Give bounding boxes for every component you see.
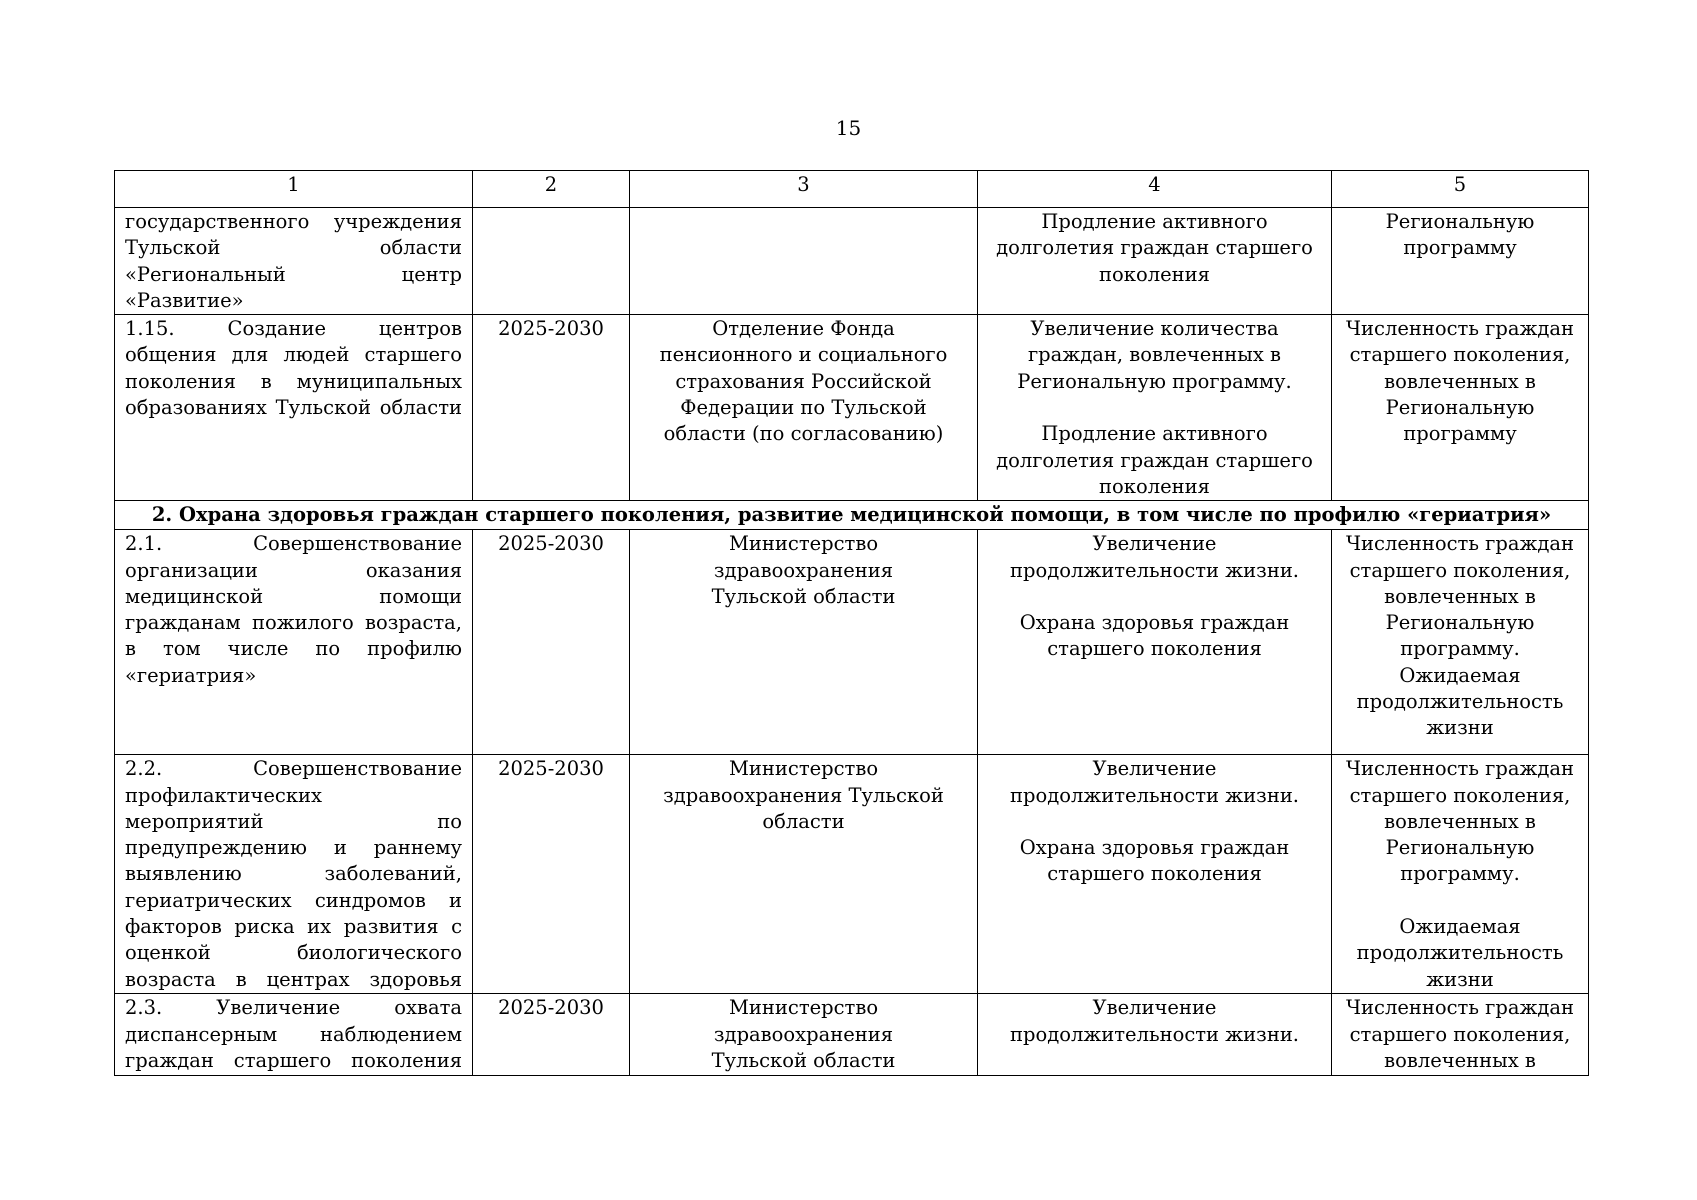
cell-text-line: Охрана здоровья граждан (1019, 836, 1290, 860)
column-number: 1 (115, 171, 473, 208)
cell-text-line: программу. (1400, 637, 1520, 661)
period-cell: 2025-2030 (473, 315, 630, 501)
cell-text-line: поколения в муниципальных (125, 369, 462, 393)
cell-text-line: предупреждению и раннему (125, 836, 462, 860)
cell-text-line: старшего поколения, (1349, 343, 1571, 367)
column-number: 2 (473, 171, 630, 208)
cell-text-line: Продление активного (1041, 210, 1268, 233)
cell-text-line: Тульской области (711, 1048, 896, 1072)
measure-name-cell (115, 208, 473, 315)
indicator-cell (1332, 315, 1589, 501)
cell-text-line: граждан старшего поколения (125, 1048, 462, 1072)
cell-text-line: «гериатрия» (125, 663, 257, 687)
cell-text-line: долголетия граждан старшего (996, 448, 1313, 472)
table-row (115, 994, 1589, 1076)
cell-text-line: вовлеченных в (1384, 809, 1536, 833)
cell-text-line: Региональную (1385, 611, 1535, 635)
expected-result-cell (978, 755, 1332, 994)
cell-text-line: старшего поколения, (1349, 558, 1571, 582)
cell-text-line: факторов риска их развития с (125, 915, 462, 939)
cell-text-line: Тульской области (125, 236, 462, 260)
cell-text-line: Министерство (728, 757, 879, 781)
responsible-cell (630, 530, 978, 755)
cell-text-line: Численность граждан (1345, 757, 1575, 781)
cell-text-line: Численность граждан (1345, 996, 1575, 1020)
blank-line (988, 809, 1321, 835)
indicator-cell (1332, 994, 1589, 1076)
indicator-cell (1332, 208, 1589, 315)
blank-line (1342, 888, 1578, 914)
cell-text-line: Региональную (1385, 836, 1535, 860)
table-row (115, 530, 1589, 755)
column-number-row (115, 171, 1589, 208)
period-cell: 2025-2030 (473, 530, 630, 755)
cell-text-line: в том числе по профилю (125, 637, 462, 661)
cell-text-line: здравоохранения (713, 558, 894, 582)
page-number: 15 (835, 116, 862, 140)
responsible-cell (630, 208, 978, 315)
cell-text-line: продолжительности жизни. (1009, 558, 1300, 582)
cell-text-line: 2.3. Увеличение охвата (125, 996, 462, 1020)
cell-text-line: «Развитие» (125, 288, 244, 312)
cell-text-line: Численность граждан (1345, 532, 1575, 556)
table-row (115, 208, 1589, 315)
cell-text-line: профилактических (125, 783, 322, 807)
cell-text-line: общения для людей старшего (125, 343, 462, 367)
cell-text-line: Ожидаемая (1399, 915, 1521, 939)
cell-text-line: Увеличение (1092, 996, 1217, 1020)
responsible-cell (630, 755, 978, 994)
expected-result-cell (978, 208, 1332, 315)
cell-text-line: пенсионного и социального (659, 343, 948, 367)
cell-text-line: программу (1403, 422, 1517, 446)
cell-text-line: выявлению заболеваний, (125, 862, 462, 886)
cell-text-line: граждан, вовлеченных в (1027, 343, 1282, 367)
cell-text-line: старшего поколения (1047, 637, 1262, 661)
cell-text-line: возраста в центрах здоровья (125, 967, 462, 991)
cell-text-line: Увеличение количества (1030, 317, 1279, 341)
cell-text-line: Министерство (728, 996, 879, 1020)
cell-text-line: Федерации по Тульской (680, 396, 927, 420)
cell-text-line: медицинской помощи (125, 584, 462, 608)
cell-text-line: Тульской области (711, 584, 896, 608)
period-cell: 2025-2030 (473, 994, 630, 1076)
cell-text-line: 2.2. Совершенствование (125, 757, 462, 781)
expected-result-cell (978, 315, 1332, 501)
cell-text-line: долголетия граждан старшего (996, 236, 1313, 260)
cell-text-line: 2.1. Совершенствование (125, 532, 462, 556)
cell-text-line: диспансерным наблюдением (125, 1022, 462, 1046)
cell-text-line: старшего поколения, (1349, 783, 1571, 807)
period-cell (473, 208, 630, 315)
measures-table (114, 170, 1589, 1076)
cell-text-line: оценкой биологического (125, 941, 462, 965)
cell-text-line: здравоохранения Тульской (663, 783, 944, 807)
period-cell: 2025-2030 (473, 755, 630, 994)
cell-text-line: области (762, 809, 845, 833)
cell-text-line: поколения (1099, 262, 1210, 286)
cell-text-line: продолжительности жизни. (1009, 1022, 1300, 1046)
blank-line (988, 395, 1321, 421)
cell-text-line: вовлеченных в (1384, 369, 1536, 393)
measure-name-cell (115, 994, 473, 1076)
measure-name-cell (115, 530, 473, 755)
cell-text-line: организации оказания (125, 558, 462, 582)
indicator-cell (1332, 755, 1589, 994)
cell-text-line: образованиях Тульской области (125, 396, 462, 420)
measure-name-cell (115, 315, 473, 501)
column-number: 5 (1332, 171, 1589, 208)
cell-text-line: Региональную программу. (1017, 369, 1292, 393)
cell-text-line: продолжительности жизни. (1009, 783, 1300, 807)
cell-text-line: Ожидаемая (1399, 663, 1521, 687)
indicator-cell (1332, 530, 1589, 755)
cell-text-line: программу. (1400, 862, 1520, 886)
cell-text-line: Численность граждан (1345, 317, 1575, 341)
cell-text-line: программу (1403, 236, 1517, 260)
cell-text-line: Отделение Фонда (712, 317, 895, 341)
cell-text-line: гериатрических синдромов и (125, 888, 462, 912)
column-number: 3 (630, 171, 978, 208)
responsible-cell (630, 994, 978, 1076)
table-row (115, 315, 1589, 501)
cell-text-line: Министерство (728, 532, 879, 556)
responsible-cell (630, 315, 978, 501)
section-title: 2. Охрана здоровья граждан старшего поколения, развитие медицинской помощи, в том числе по профилю «гериатрия» (115, 501, 1589, 530)
cell-text-line: Региональную (1385, 210, 1535, 233)
cell-text-line: жизни (1426, 967, 1494, 991)
expected-result-cell (978, 994, 1332, 1076)
cell-text-line: страхования Российской (675, 369, 932, 393)
cell-text-line: вовлеченных в (1384, 584, 1536, 608)
cell-text-line: жизни (1426, 716, 1494, 740)
cell-text-line: области (по согласованию) (663, 422, 944, 446)
cell-text-line: продолжительность (1356, 941, 1564, 965)
cell-text-line: «Региональный центр (125, 262, 462, 286)
cell-text-line: Увеличение (1092, 757, 1217, 781)
expected-result-cell (978, 530, 1332, 755)
cell-text-line: старшего поколения (1047, 862, 1262, 886)
cell-text-line: государственного учреждения (125, 210, 462, 233)
blank-line (988, 584, 1321, 610)
cell-text-line: мероприятий по (125, 809, 462, 833)
column-number: 4 (978, 171, 1332, 208)
cell-text-line: поколения (1099, 474, 1210, 498)
table-row (115, 755, 1589, 994)
measure-name-cell (115, 755, 473, 994)
cell-text-line: Увеличение (1092, 532, 1217, 556)
cell-text-line: продолжительность (1356, 690, 1564, 714)
cell-text-line: Продление активного (1041, 422, 1268, 446)
cell-text-line: гражданам пожилого возраста, (125, 611, 462, 635)
cell-text-line: Охрана здоровья граждан (1019, 611, 1290, 635)
cell-text-line: 1.15. Создание центров (125, 317, 462, 341)
cell-text-line: вовлеченных в (1384, 1048, 1536, 1072)
cell-text-line: старшего поколения, (1349, 1022, 1571, 1046)
section-heading-row (115, 501, 1589, 530)
cell-text-line: здравоохранения (713, 1022, 894, 1046)
cell-text-line: Региональную (1385, 396, 1535, 420)
